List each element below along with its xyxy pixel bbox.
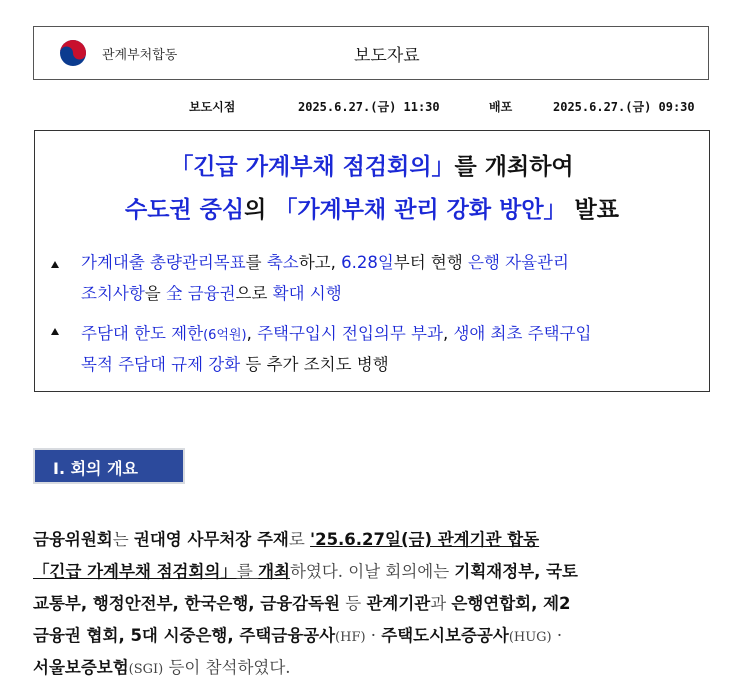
paragraph-line-2: 「긴급 가계부채 점검회의」를 개최하였다. 이날 회의에는 기획재정부, 국토 — [33, 562, 578, 581]
triangle-bullet-icon — [51, 328, 59, 335]
section-heading — [33, 448, 185, 484]
bullet1-line2: 조치사항을 全 금융권으로 확대 시행 — [81, 284, 342, 303]
bullet2-line2: 목적 주담대 규제 강화 등 추가 조치도 병행 — [81, 355, 389, 374]
release-label: 배포 — [489, 100, 513, 114]
embargo-label: 보도시점 — [189, 100, 236, 114]
press-release-header — [33, 26, 709, 80]
paragraph-line-5: 서울보증보험(SGI) 등이 참석하였다. — [33, 658, 291, 677]
summary-title-line2: 수도권 중심의 「가계부채 관리 강화 방안」 발표 — [125, 197, 619, 223]
paragraph-line-1: 금융위원회는 권대영 사무처장 주재로 '25.6.27일(금) 관계기관 합동 — [33, 530, 540, 549]
triangle-bullet-icon — [51, 261, 59, 268]
summary-box — [34, 130, 710, 392]
bullet1-line1: 가계대출 총량관리목표를 축소하고, 6.28일부터 현행 은행 자율관리 — [81, 253, 569, 272]
government-emblem-icon — [58, 38, 88, 68]
paragraph-line-4: 금융권 협회, 5대 시중은행, 주택금융공사(HF) · 주택도시보증공사(HUG) · — [33, 626, 563, 645]
embargo-value: 2025.6.27.(금) 11:30 — [298, 100, 440, 114]
department-name: 관계부처합동 — [102, 48, 178, 63]
section-title: I. 회의 개요 — [53, 459, 138, 478]
bullet2-line1: 주담대 한도 제한(6억원), 주택구입시 전입의무 부과, 생애 최초 주택구입 — [81, 324, 592, 343]
release-value: 2025.6.27.(금) 09:30 — [553, 100, 695, 114]
paragraph-line-3: 교통부, 행정안전부, 한국은행, 금융감독원 등 관계기관과 은행연합회, 제2 — [33, 594, 571, 613]
document-type: 보도자료 — [354, 46, 420, 66]
summary-title-line1: 「긴급 가계부채 점검회의」를 개최하여 — [170, 154, 574, 180]
